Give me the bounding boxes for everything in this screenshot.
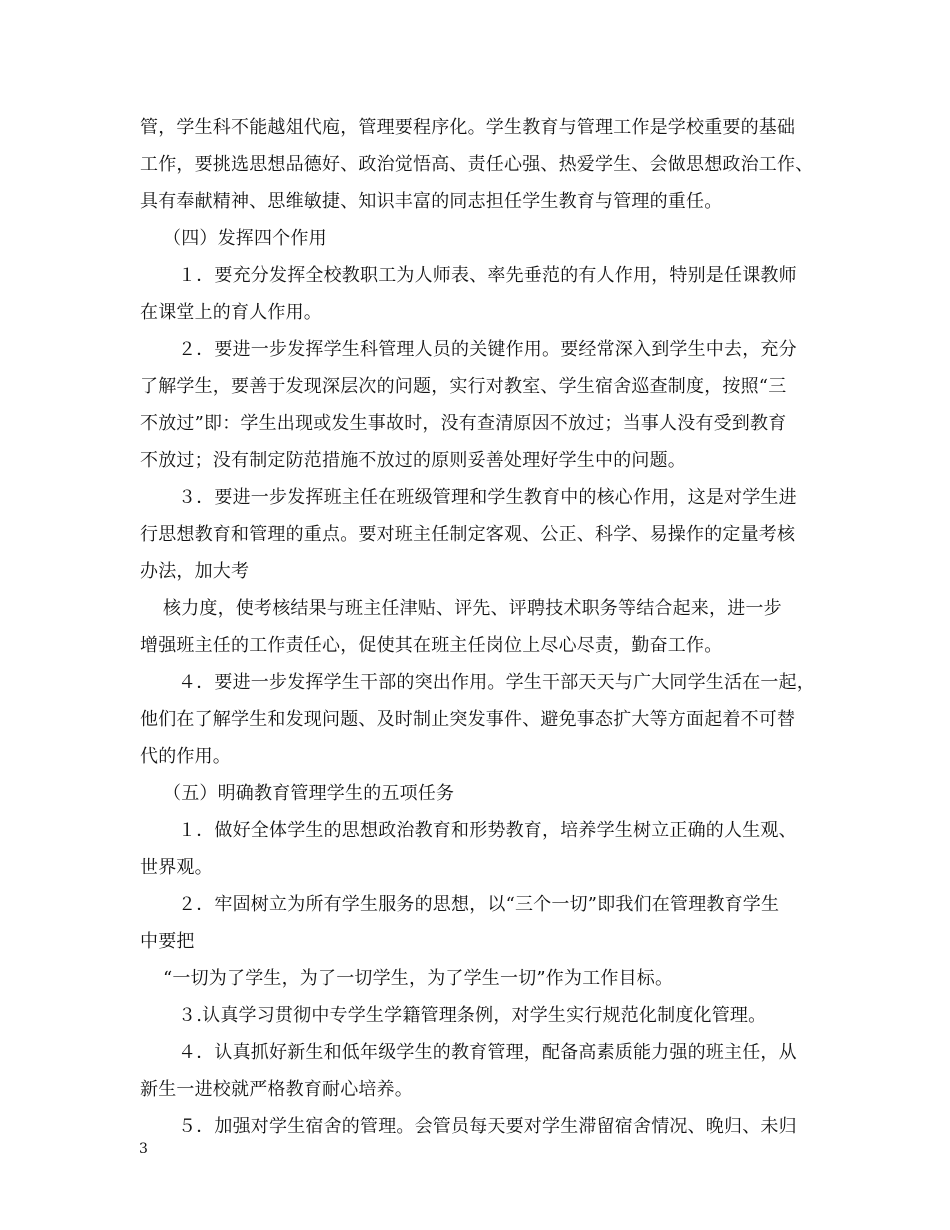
text-line: 管，学生科不能越俎代庖，管理要程序化。学生教育与管理工作是学校重要的基础: [140, 117, 796, 138]
text-line: ２．牢固树立为所有学生服务的思想，以“三个一切”即我们在管理教育学生: [178, 894, 780, 915]
text-line: 工作，要挑选思想品德好、政治觉悟高、责任心强、热爱学生、会做思想政治工作、: [140, 154, 814, 175]
text-line: 不放过；没有制定防范措施不放过的原则妥善处理好学生中的问题。: [140, 450, 686, 471]
page-number: 3: [139, 1141, 148, 1157]
text-line: 中要把: [140, 931, 195, 952]
text-line: ４．认真抓好新生和低年级学生的教育管理，配备高素质能力强的班主任，从: [178, 1042, 797, 1063]
text-line: “一切为了学生，为了一切学生，为了学生一切”作为工作目标。: [163, 968, 674, 989]
text-line: ３.认真学习贯彻中专学生学籍管理条例，对学生实行规范化制度化管理。: [178, 1005, 767, 1026]
text-line: 在课堂上的育人作用。: [140, 302, 322, 323]
text-line: 新生一进校就严格教育耐心培养。: [140, 1079, 413, 1100]
text-line: ２．要进一步发挥学生科管理人员的关键作用。要经常深入到学生中去，充分: [178, 339, 797, 360]
text-line: ４．要进一步发挥学生干部的突出作用。学生干部天天与广大同学生活在一起，: [178, 672, 815, 693]
text-line: １．要充分发挥全校教职工为人师表、率先垂范的有人作用，特别是任课教师: [178, 265, 797, 286]
text-line: ３．要进一步发挥班主任在班级管理和学生教育中的核心作用，这是对学生进: [178, 487, 797, 508]
text-line: １．做好全体学生的思想政治教育和形势教育，培养学生树立正确的人生观、: [178, 820, 797, 841]
text-line: 核力度，使考核结果与班主任津贴、评先、评聘技术职务等结合起来，进一步: [163, 598, 782, 619]
section-heading: （四）发挥四个作用: [163, 228, 327, 249]
text-line: 行思想教育和管理的重点。要对班主任制定客观、公正、科学、易操作的定量考核: [140, 524, 796, 545]
text-line: 办法，加大考: [140, 561, 250, 582]
text-line: 增强班主任的工作责任心，促使其在班主任岗位上尽心尽责，勤奋工作。: [140, 635, 723, 656]
text-line: 具有奉献精神、思维敏捷、知识丰富的同志担任学生教育与管理的重任。: [140, 191, 723, 212]
text-line: 不放过”即：学生出现或发生事故时，没有查清原因不放过；当事人没有受到教育: [140, 413, 787, 434]
text-line: 代的作用。: [140, 746, 231, 767]
text-line: 他们在了解学生和发现问题、及时制止突发事件、避免事态扩大等方面起着不可替: [140, 709, 796, 730]
text-line: 世界观。: [140, 857, 213, 878]
section-heading: （五）明确教育管理学生的五项任务: [163, 783, 455, 804]
text-line: ５．加强对学生宿舍的管理。会管员每天要对学生滞留宿舍情况、晚归、未归: [178, 1116, 797, 1137]
text-line: 了解学生，要善于发现深层次的问题，实行对教室、学生宿舍巡查制度，按照“三: [140, 376, 787, 397]
